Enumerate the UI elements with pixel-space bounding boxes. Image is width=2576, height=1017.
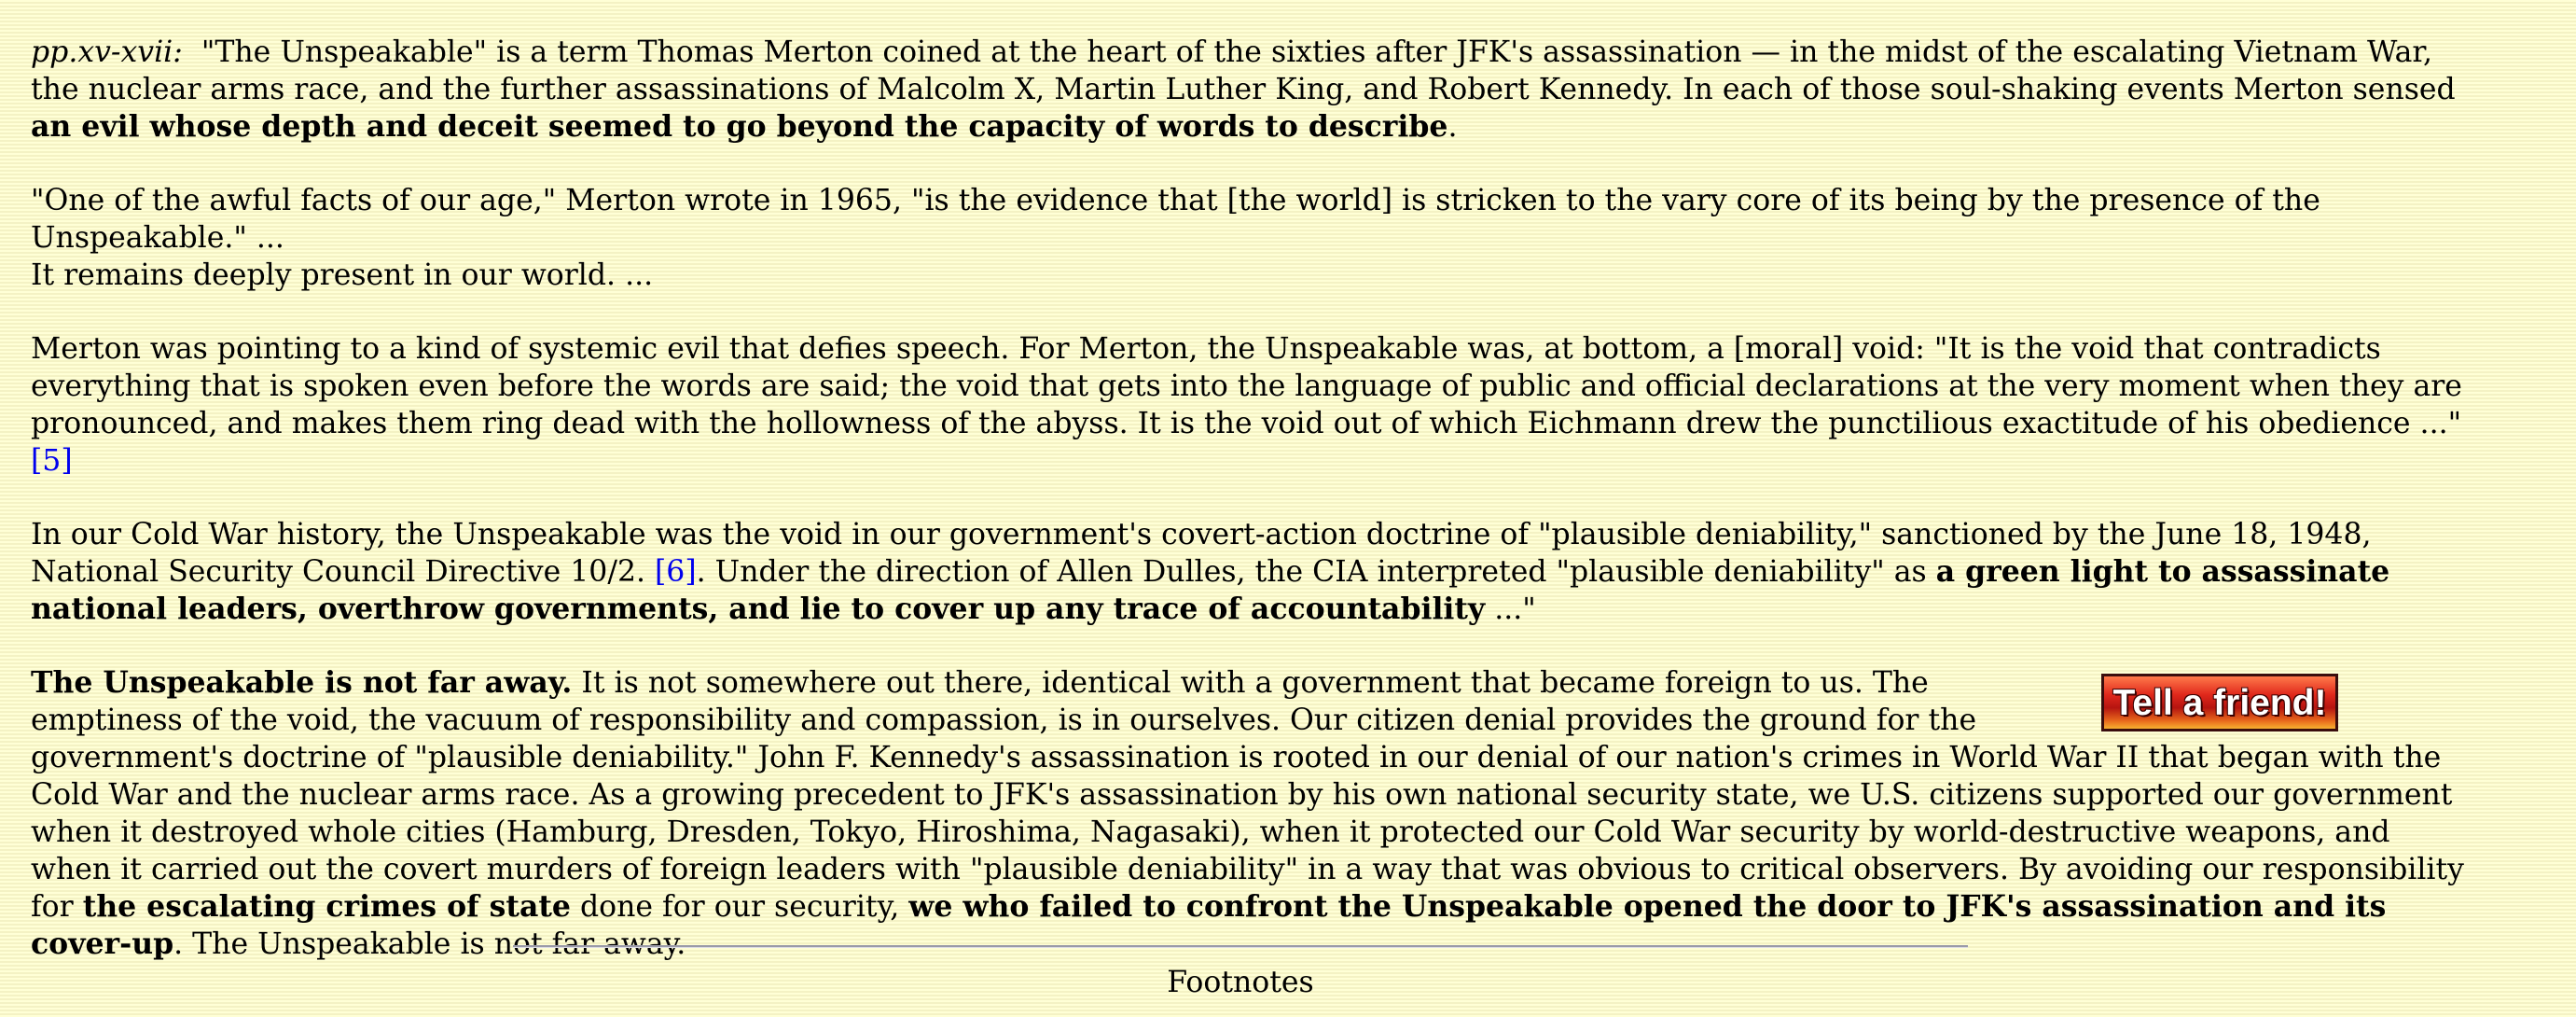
paragraph-text: . Under the direction of Allen Dulles, the CIA interpreted "plausible deniability" as — [696, 555, 1936, 589]
emphasis-text: the escalating crimes of state — [82, 889, 571, 924]
paragraph-unspeakable-intro — [31, 34, 2474, 146]
paragraph-cold-war-history — [31, 516, 2474, 628]
tell-a-friend-button[interactable]: Tell a friend! — [2101, 674, 2338, 731]
paragraph-text: "The Unspeakable" is a term Thomas Merton coined at the heart of the sixties after JFK's assassination — in the midst of the escalating Vietnam War, the nuclear arms race, and the further assassinations of Malcolm X, Martin Luther King, and Robert Kennedy. In each of those soul-shaking events Merton sensed — [31, 35, 2465, 106]
paragraph-text: done for our security, — [570, 890, 909, 924]
paragraph-line: "One of the awful facts of our age," Merton wrote in 1965, "is the evidence that [the world] is stricken to the vary core of its being by the presence of the Unspeakable." ... — [31, 184, 2320, 255]
footnote-link-5[interactable]: [5] — [31, 444, 73, 478]
paragraph-text: ..." — [1485, 592, 1536, 626]
emphasis-text: a green light to assassinate national leaders, overthrow governments, and lie to cover up any trace of accountability — [31, 554, 2390, 626]
emphasis-text: an evil whose depth and deceit seemed to go beyond the capacity of words to describe — [31, 109, 1448, 144]
paragraph-text: It is not somewhere out there, identical with a government that became foreign to us. The emptiness of the void, the vacuum of responsibility and compassion, is in ourselves. Our citizen denial provides the ground for the government's doctrine of "plausible deniability." John F. Kennedy's assassination is rooted in our denial of our nation's crimes in World War II that began with the Cold War and the nuclear arms race. As a growing precedent to JFK's assassination by his own national security state, we U.S. citizens supported our government when it destroyed whole cities (Hamburg, Dresden, Tokyo, Hiroshima, Nagasaki), when it protected our Cold War security by world-destructive weapons, and when it carried out the covert murders of foreign leaders with "plausible deniability" in a way that was obvious to critical observers. By avoiding our responsibility for — [31, 666, 2464, 924]
emphasis-text: we who failed to confront the Unspeakable opened the door to JFK's assassination and its cover-up — [31, 889, 2387, 961]
footnotes-heading: Footnotes — [1167, 966, 1314, 999]
article-body — [31, 34, 2474, 963]
paragraph-not-far-away — [31, 664, 2474, 963]
page-reference: pp.xv-xvii: — [31, 35, 183, 69]
paragraph-systemic-evil — [31, 330, 2474, 480]
paragraph-text: Merton was pointing to a kind of systemic evil that defies speech. For Merton, the Unspeakable was, at bottom, a [moral] void: "It is the void that contradicts everything that is spoken even before the words are said; the void that gets into the language of public and official declarations at the very moment when they are pronounced, and makes them ring dead with the hollowness of the abyss. It is the void out of which Eichmann drew the punctilious exactitude of his obedience ..." — [31, 332, 2462, 440]
footnote-link-6[interactable]: [6] — [655, 555, 697, 589]
paragraph-line: It remains deeply present in our world. ... — [31, 258, 654, 292]
paragraph-text: . — [1447, 110, 1458, 144]
paragraph-text: In our Cold War history, the Unspeakable was the void in our government's covert-action doctrine of "plausible deniability," sanctioned by the June 18, 1948, National Security Council Directive 10/2. — [31, 518, 2372, 589]
paragraph-text: . The Unspeakable is not far away. — [173, 927, 686, 961]
emphasis-lead: The Unspeakable is not far away. — [31, 665, 573, 700]
paragraph-merton-quote — [31, 182, 2474, 294]
horizontal-divider — [513, 945, 1968, 948]
